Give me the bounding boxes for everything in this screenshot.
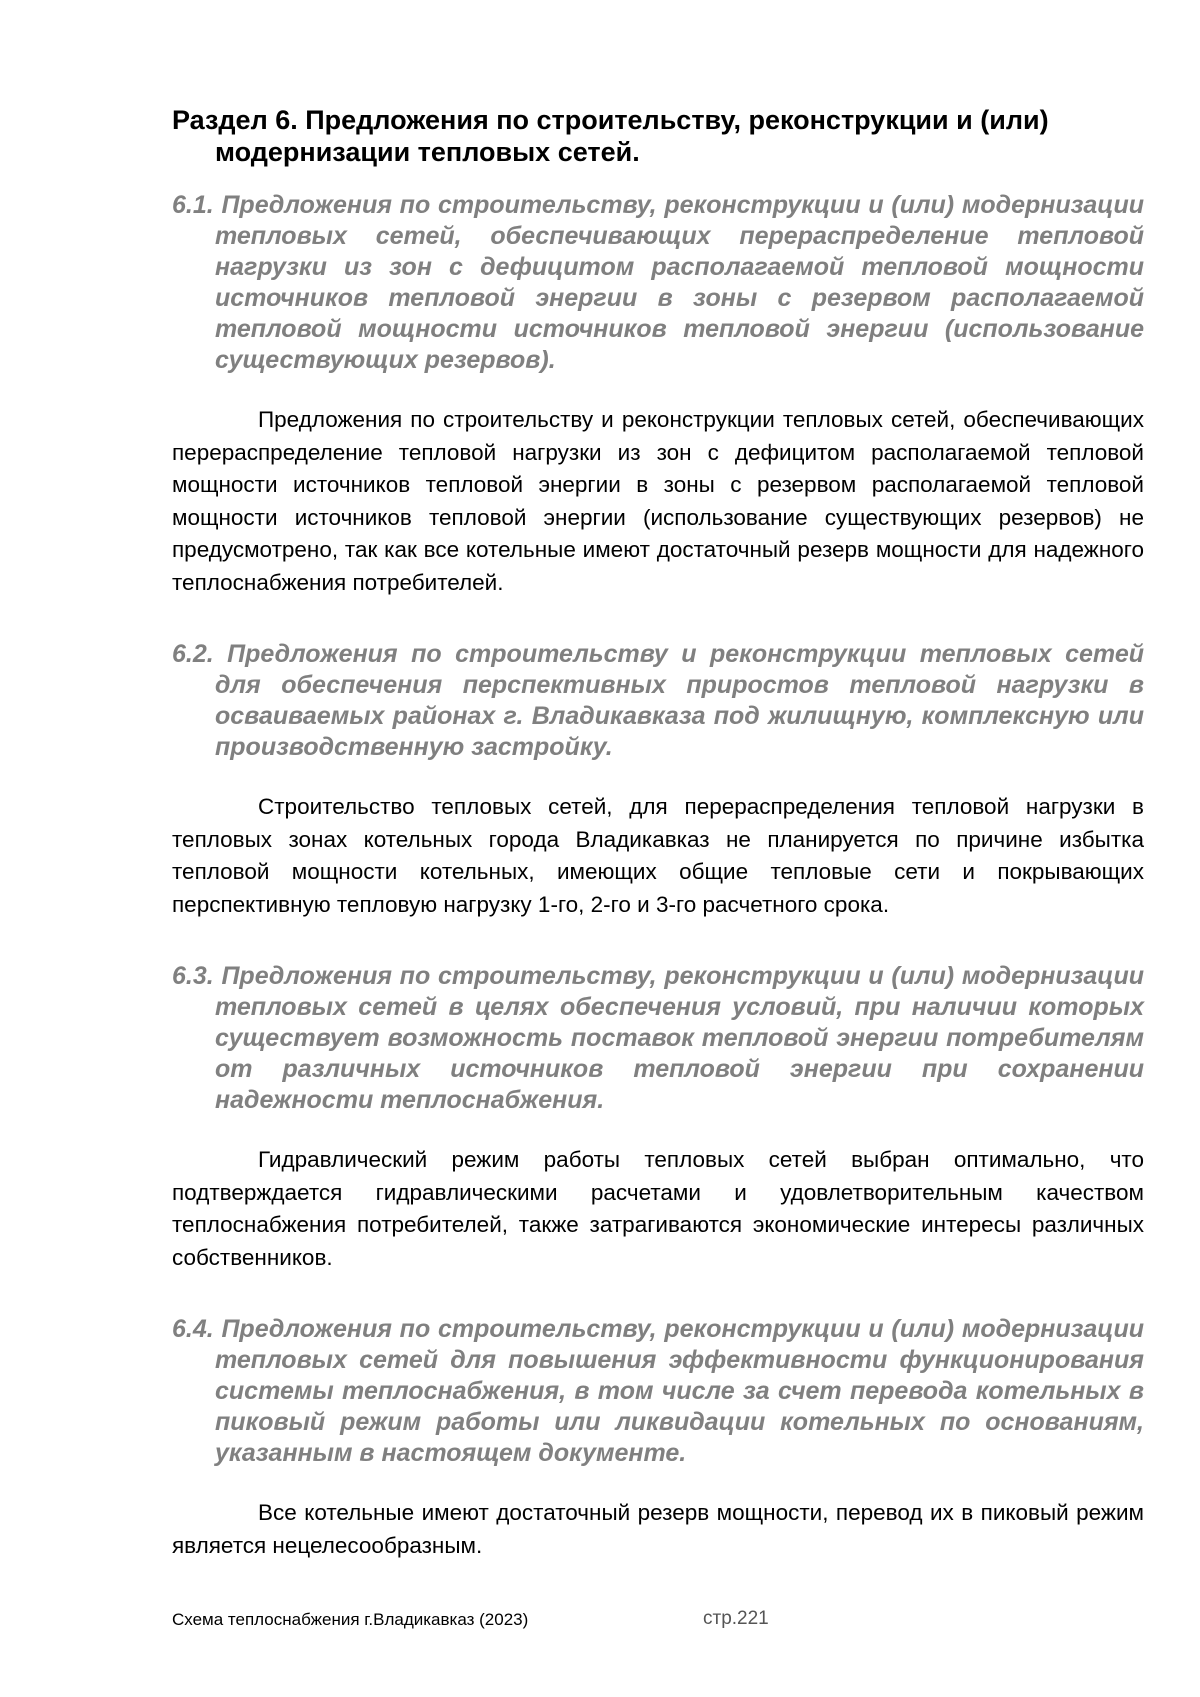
subsection-heading-6-4: 6.4. Предложения по строительству, реконструкции и (или) модернизации тепловых сетей для повышения эффективности функционирования системы теплоснабжения, в том числе за счет перевода котельных в пиковый режим работы или ликвидации котельных по основаниям, указанным в настоящем документе. bbox=[172, 1315, 1144, 1467]
footer-page-number: стр.221 bbox=[703, 1608, 769, 1629]
document-page bbox=[172, 104, 1144, 1602]
page-footer bbox=[172, 1610, 1144, 1634]
subsection-heading-6-3: 6.3. Предложения по строительству, реконструкции и (или) модернизации тепловых сетей в целях обеспечения условий, при наличии которых существует возможность поставок тепловой энергии потребителям от различных источников тепловой энергии при сохранении надежности теплоснабжения. bbox=[172, 962, 1144, 1114]
footer-document-title: Схема теплоснабжения г.Владикавказ (2023) bbox=[172, 1610, 529, 1629]
subsection-heading-6-1: 6.1. Предложения по строительству, реконструкции и (или) модернизации тепловых сетей, обеспечивающих перераспределение тепловой нагрузки из зон с дефицитом располагаемой тепловой мощности источников тепловой энергии в зоны с резервом располагаемой тепловой мощности источников тепловой энергии (использование существующих резервов). bbox=[172, 191, 1144, 374]
subsection-heading-6-2: 6.2. Предложения по строительству и реконструкции тепловых сетей для обеспечения перспективных приростов тепловой нагрузки в осваиваемых районах г. Владикавказа под жилищную, комплексную или производственную застройку. bbox=[172, 640, 1144, 761]
subsection-body-6-4: Все котельные имеют достаточный резерв мощности, перевод их в пиковый режим является нецелесообразным. bbox=[172, 1500, 1144, 1558]
subsection-body-6-2: Строительство тепловых сетей, для перераспределения тепловой нагрузки в тепловых зонах котельных города Владикавказ не планируется по причине избытка тепловой мощности котельных, имеющих общие тепловые сети и покрывающих перспективную тепловую нагрузку 1-го, 2-го и 3-го расчетного срока. bbox=[172, 794, 1144, 917]
subsection-body-6-1: Предложения по строительству и реконструкции тепловых сетей, обеспечивающих перераспределение тепловой нагрузки из зон с дефицитом располагаемой тепловой мощности источников тепловой энергии в зоны с резервом располагаемой тепловой мощности источников тепловой энергии (использование существующих резервов) не предусмотрено, так как все котельные имеют достаточный резерв мощности для надежного теплоснабжения потребителей. bbox=[172, 407, 1144, 595]
section-title: Раздел 6. Предложения по строительству, реконструкции и (или) модернизации тепловых сетей. bbox=[172, 105, 1049, 167]
subsection-body-6-3: Гидравлический режим работы тепловых сетей выбран оптимально, что подтверждается гидравлическими расчетами и удовлетворительным качеством теплоснабжения потребителей, также затрагиваются экономические интересы различных собственников. bbox=[172, 1147, 1144, 1270]
